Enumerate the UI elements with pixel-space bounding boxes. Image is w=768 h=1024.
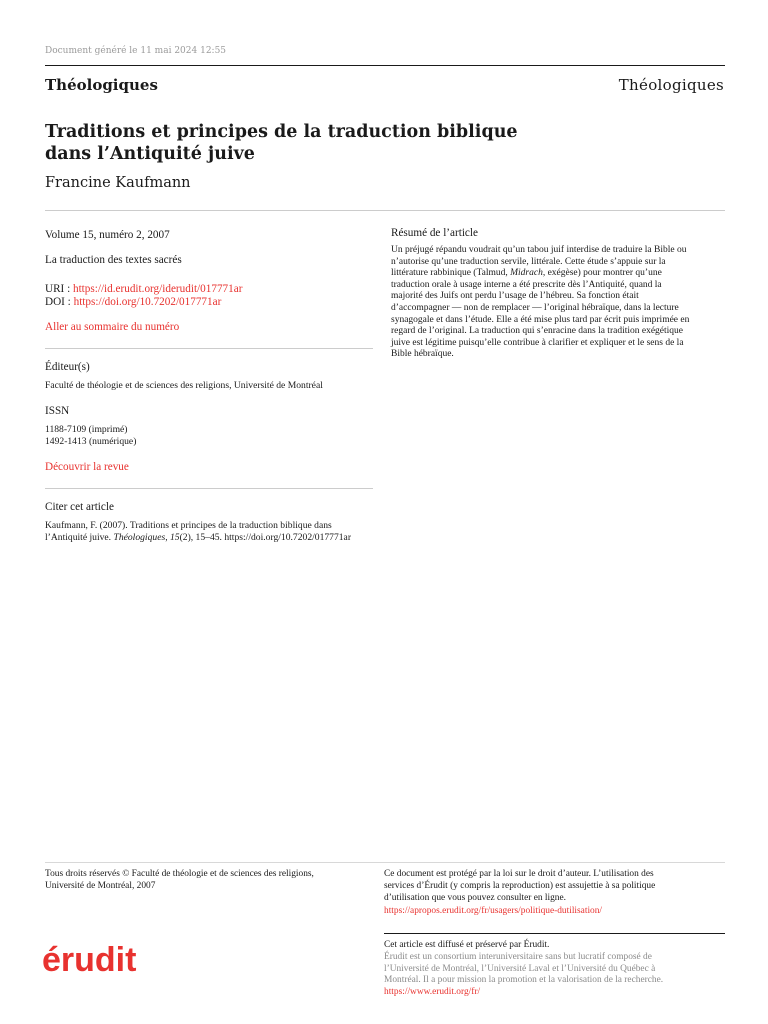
copyright-line-1: Ce document est protégé par la loi sur le droit d’auteur. L’utilisation des	[384, 869, 654, 879]
header-rule	[45, 65, 725, 66]
uri-line	[45, 283, 242, 296]
erudit-line-3: Montréal. Il a pour mission la promotion et la valorisation de la recherche.	[384, 975, 664, 986]
abstract-line: Un préjugé répandu voudrait qu’un tabou juif interdise de traduire la Bible ou	[391, 245, 687, 255]
abstract-heading: Résumé de l’article	[391, 227, 478, 239]
copyright-line-2: services d’Érudit (y compris la reproduction) est assujettie à sa politique	[384, 880, 656, 891]
erudit-rule	[384, 933, 725, 934]
uri-link[interactable]: https://id.erudit.org/iderudit/017771ar	[72, 283, 243, 295]
title-divider	[45, 210, 725, 211]
generated-date: Document généré le 11 mai 2024 12:55	[45, 46, 227, 56]
left-divider-2	[45, 488, 373, 489]
issn-heading: ISSN	[45, 405, 70, 417]
erudit-line-1: Érudit est un consortium interuniversitaire sans but lucratif composé de	[384, 951, 652, 962]
issue-summary-link[interactable]: Aller au sommaire du numéro	[45, 321, 180, 333]
article-title: Traditions et principes de la traduction biblique dans l’Antiquité juive	[45, 122, 518, 164]
citation-part-c: ,	[165, 532, 170, 543]
footer-divider	[45, 862, 725, 863]
abstract-line: synagogale et dans l’étude. Elle a été mise plus tard par écrit puis imprimée en	[391, 314, 690, 325]
publisher-heading: Éditeur(s)	[45, 361, 90, 373]
abstract-line: n’autorise qu’une traduction servile, littérale. Cette étude s’appuie sur la	[391, 256, 666, 267]
erudit-notice	[384, 940, 663, 999]
abstract-line-3-pre: littérature rabbinique (Talmud,	[391, 268, 511, 279]
cite-heading: Citer cet article	[45, 501, 114, 513]
citation-line-2	[45, 532, 351, 544]
doi-link[interactable]: https://doi.org/10.7202/017771ar	[73, 296, 222, 308]
abstract-line-3-post: , exégèse) pour montrer qu’une	[542, 268, 662, 279]
issn-print: 1188-7109 (imprimé)	[45, 424, 128, 435]
publisher-name: Faculté de théologie et de sciences des religions, Université de Montréal	[45, 380, 323, 391]
erudit-line-2: l’Université de Montréal, l’Université Laval et l’Université du Québec à	[384, 963, 656, 974]
citation-line-1: Kaufmann, F. (2007). Traditions et principes de la traduction biblique dans	[45, 520, 332, 531]
journal-logo: Théologiques	[618, 76, 724, 94]
erudit-logo-text: érudit	[42, 941, 137, 975]
abstract-line	[391, 268, 725, 280]
rights-line-2: Université de Montréal, 2007	[45, 880, 156, 891]
volume-info: Volume 15, numéro 2, 2007	[45, 229, 170, 241]
issue-theme: La traduction des textes sacrés	[45, 254, 182, 266]
citation-part-a: l’Antiquité juive.	[45, 532, 114, 543]
doi-line	[45, 296, 221, 309]
diffuse-line: Cet article est diffusé et préservé par Érudit.	[384, 940, 550, 950]
abstract-line: Bible hébraïque.	[391, 349, 454, 360]
discover-journal-link[interactable]: Découvrir la revue	[45, 461, 129, 473]
citation-part-e: (2), 15–45. https://doi.org/10.7202/017771ar	[179, 532, 352, 543]
rights-notice	[45, 869, 314, 893]
doi-label: DOI :	[45, 296, 74, 308]
erudit-link[interactable]: https://www.erudit.org/fr/	[384, 987, 481, 998]
issn-digital: 1492-1413 (numérique)	[45, 436, 137, 447]
copyright-line-3: d’utilisation que vous pouvez consulter en ligne.	[384, 892, 566, 903]
uri-label: URI :	[45, 283, 73, 295]
journal-name: Théologiques	[45, 76, 158, 94]
abstract-text	[391, 245, 725, 361]
abstract-line: d’accompagner — non de remplacer — l’original hébraïque, dans la lecture	[391, 302, 679, 313]
abstract-midrach: Midrach	[510, 268, 543, 279]
erudit-logo[interactable]	[42, 933, 142, 975]
citation-volume: 15	[169, 532, 180, 543]
abstract-line: majorité des Juifs ont perdu l’usage de l’hébreu. Sa fonction était	[391, 291, 639, 302]
copyright-notice	[384, 869, 655, 918]
left-divider-1	[45, 348, 373, 349]
article-author: Francine Kaufmann	[45, 175, 191, 191]
citation-journal: Théologiques	[113, 532, 166, 543]
policy-link[interactable]: https://apropos.erudit.org/fr/usagers/politique-dutilisation/	[384, 906, 603, 917]
abstract-line: juive est légitime puisqu’elle contribue à clarifier et expliquer et le sens de la	[391, 337, 684, 348]
rights-line-1: Tous droits réservés © Faculté de théologie et de sciences des religions,	[45, 869, 314, 879]
abstract-line: regard de l’original. La traduction qui s’enracine dans la tradition exégétique	[391, 326, 684, 337]
abstract-line: traduction orale à usage interne a été prescrite dès l’Antiquité, quand la	[391, 279, 662, 290]
